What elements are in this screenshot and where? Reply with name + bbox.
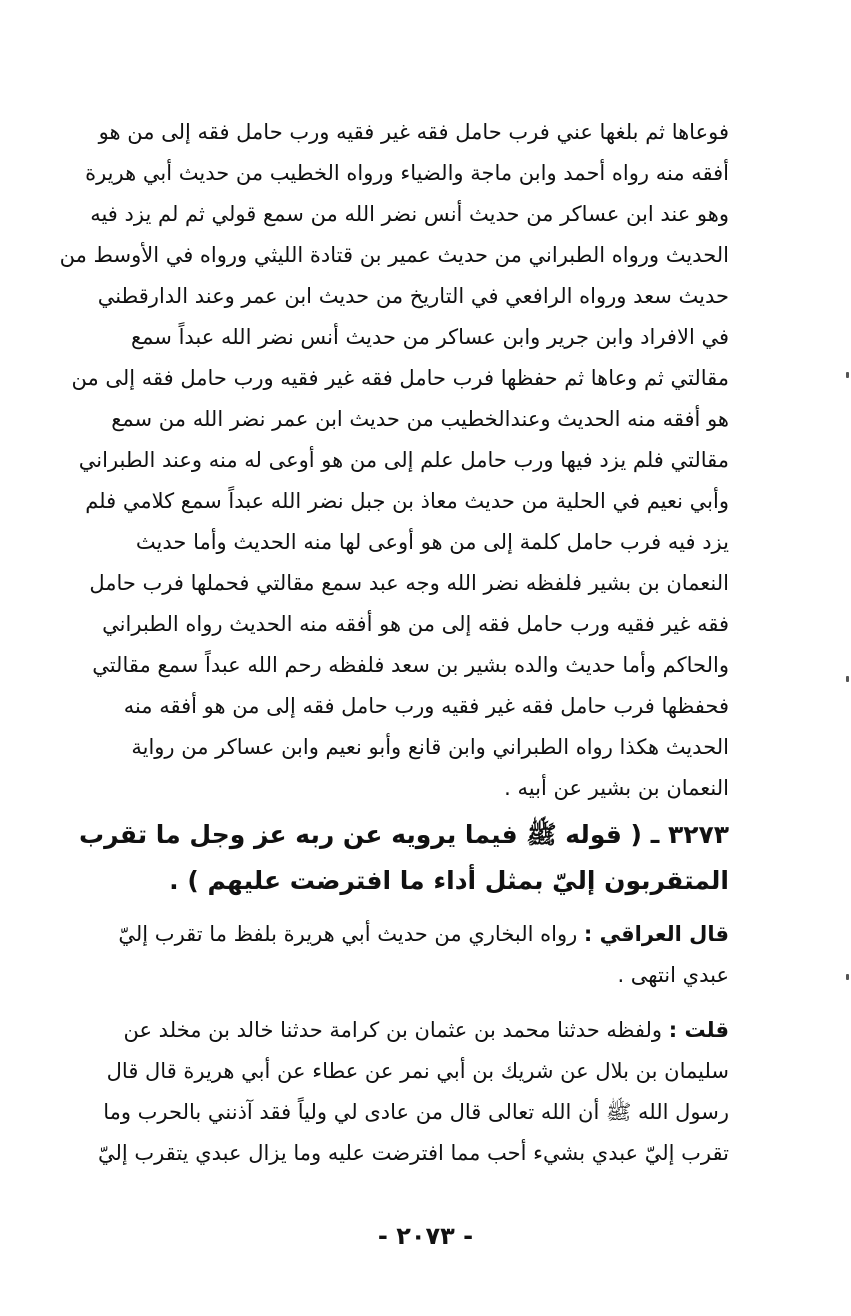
scan-margin-mark: [846, 974, 849, 980]
main-paragraph-line: مقالتي فلم يزد فيها ورب حامل علم إلى من هو أوعى له منه وعند الطبراني: [78, 448, 729, 472]
qultu-line: تقرب إليّ عبدي بشيء أحب مما افترضت عليه وما يزال عبدي يتقرب إليّ: [97, 1141, 729, 1165]
qultu-line: سليمان بن بلال عن شريك بن أبي نمر عن عطاء عن أبي هريرة قال قال: [106, 1059, 729, 1083]
main-paragraph-line: يزد فيه فرب حامل كلمة إلى من هو أوعى لها منه الحديث وأما حديث: [135, 530, 729, 554]
main-paragraph-line: مقالتي ثم وعاها ثم حفظها فرب حامل فقه غير فقيه ورب حامل فقه إلى من: [71, 366, 729, 390]
main-paragraph-line: هو أفقه منه الحديث وعندالخطيب من حديث ابن عمر نضر الله من سمع: [111, 407, 729, 431]
qultu-line: [54, 1010, 729, 1051]
main-paragraph-line: الحديث هكذا رواه الطبراني وابن قانع وأبو نعيم وابن عساكر من رواية: [131, 735, 729, 759]
qultu-text: ولفظه حدثنا محمد بن عثمان بن كرامة حدثنا خالد بن مخلد عن: [123, 1018, 663, 1042]
main-paragraph-line: وأبي نعيم في الحلية من حديث معاذ بن جبل نضر الله عبداً سمع كلامي فلم: [85, 489, 729, 513]
main-paragraph-line: فحفظها فرب حامل فقه غير فقيه ورب حامل فقه إلى من هو أفقه منه: [123, 694, 729, 718]
scan-margin-mark: [846, 676, 849, 682]
iraqi-text: رواه البخاري من حديث أبي هريرة بلفظ ما تقرب إليّ: [118, 922, 578, 946]
main-paragraph-line: حديث سعد ورواه الرافعي في التاريخ من حديث ابن عمر وعند الدارقطني: [97, 284, 729, 308]
page-number: - ٢٠٧٣ -: [377, 1222, 474, 1250]
iraqi-label: قال العراقي :: [583, 922, 729, 946]
main-paragraph-line: وهو عند ابن عساكر من حديث أنس نضر الله من سمع قولي ثم لم يزد فيه: [90, 202, 729, 226]
heading-line: المتقربون إليّ بمثل أداء ما افترضت عليهم ) .: [169, 866, 729, 895]
iraqi-paragraph: [54, 914, 729, 996]
qultu-paragraph: [54, 1010, 729, 1174]
iraqi-line: [54, 914, 729, 955]
main-paragraph-line: فوعاها ثم بلغها عني فرب حامل فقه غير فقيه ورب حامل فقه إلى من هو: [98, 120, 729, 144]
qultu-label: قلت :: [668, 1018, 729, 1042]
hadith-heading: [54, 812, 729, 904]
main-paragraph: [54, 112, 729, 809]
iraqi-line: عبدي انتهى .: [617, 963, 729, 987]
main-paragraph-line: والحاكم وأما حديث والده بشير بن سعد فلفظه رحم الله عبداً سمع مقالتي: [92, 653, 729, 677]
main-paragraph-line: الحديث ورواه الطبراني من حديث عمير بن قتادة الليثي ورواه في الأوسط من: [59, 243, 729, 267]
main-paragraph-line: النعمان بن بشير فلفظه نضر الله وجه عبد سمع مقالتي فحملها فرب حامل: [89, 571, 729, 595]
qultu-line: رسول الله ﷺ أن الله تعالى قال من عادى لي ولياً فقد آذنني بالحرب وما: [103, 1100, 729, 1124]
main-paragraph-line: النعمان بن بشير عن أبيه .: [504, 776, 729, 800]
heading-line: ٣٢٧٣ ـ ( قوله ﷺ فيما يرويه عن ربه عز وجل ما تقرب: [79, 820, 729, 849]
main-paragraph-line: أفقه منه رواه أحمد وابن ماجة والضياء ورواه الخطيب من حديث أبي هريرة: [85, 161, 729, 185]
scan-margin-mark: [846, 372, 849, 378]
main-paragraph-line: فقه غير فقيه ورب حامل فقه إلى من هو أفقه منه الحديث رواه الطبراني: [102, 612, 729, 636]
main-paragraph-line: في الافراد وابن جرير وابن عساكر من حديث أنس نضر الله عبداً سمع: [130, 325, 729, 349]
